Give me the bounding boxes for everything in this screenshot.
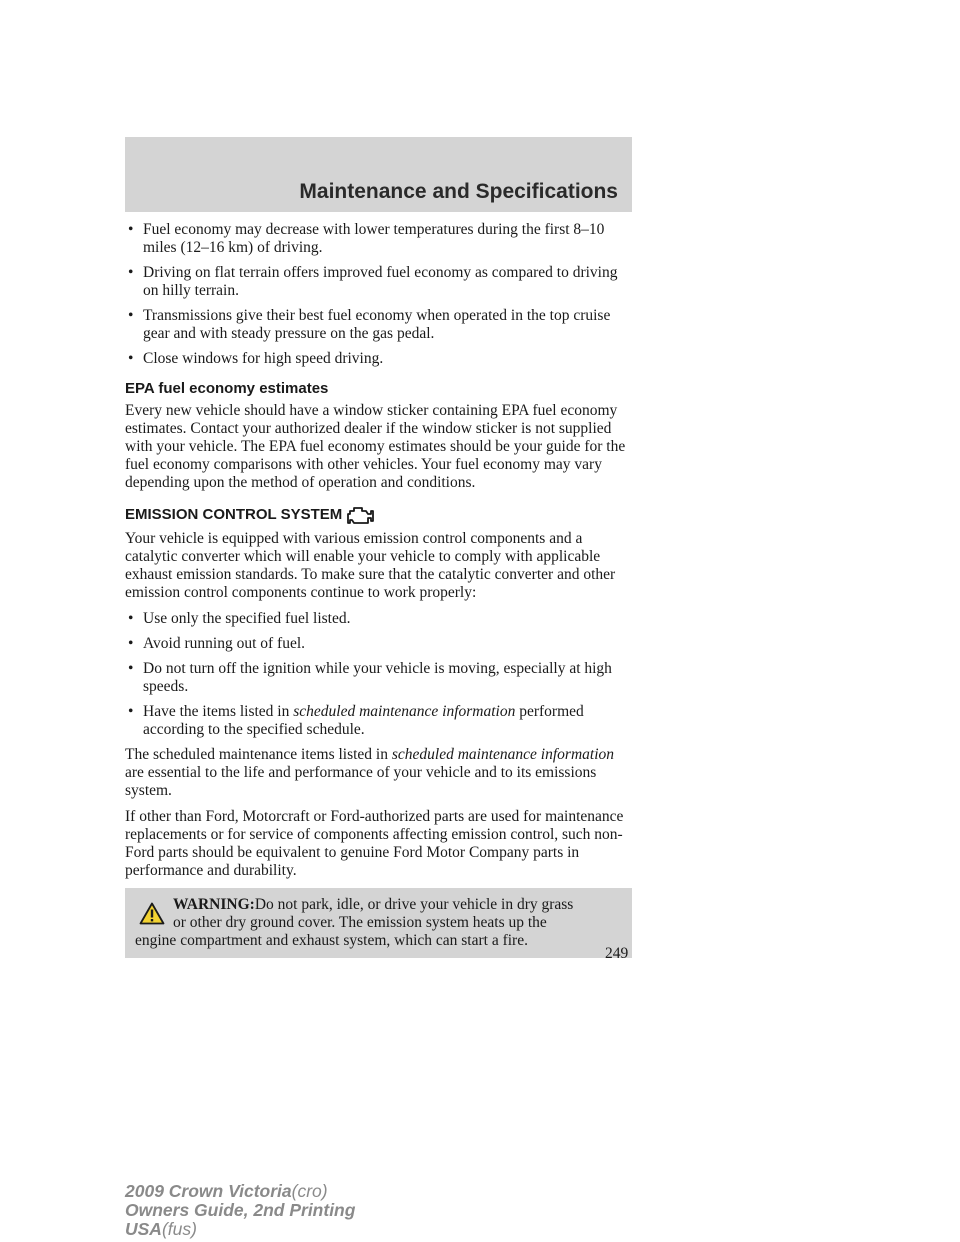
warning-line-3: engine compartment and exhaust system, which can start a fire.	[135, 932, 528, 949]
section-title: Maintenance and Specifications	[299, 180, 618, 203]
page-content	[125, 221, 632, 958]
footer-market-code: (fus)	[161, 1219, 197, 1239]
bullet-text: Driving on flat terrain offers improved fuel economy as compared to driving on hilly terrain.	[143, 264, 618, 299]
emission-intro: Your vehicle is equipped with various emission control components and a catalytic converter which will enable your vehicle to comply with applicable exhaust emission standards. To make sure that the catalytic converter and other emission control components continue to work properly:	[125, 530, 616, 601]
emission-heading	[125, 504, 632, 526]
list-item: • Fuel economy may decrease with lower temperatures during the first 8–10 miles (12–16 km) of driving.	[128, 221, 605, 256]
paragraph-text-part: The scheduled maintenance items listed in	[125, 746, 392, 763]
epa-heading-text: EPA fuel economy estimates	[125, 380, 329, 397]
footer-market: USA	[125, 1219, 162, 1239]
bullet-text-part: Have the items listed in	[143, 703, 294, 720]
footer-model-code: (cro)	[291, 1181, 328, 1201]
list-item: • Do not turn off the ignition while your vehicle is moving, especially at high speeds.	[128, 660, 612, 695]
cross-reference: scheduled maintenance information	[293, 703, 516, 720]
footer-line-1	[125, 1182, 355, 1201]
bullet-text: Avoid running out of fuel.	[143, 635, 306, 652]
bullet-text: Do not turn off the ignition while your vehicle is moving, especially at high speeds.	[143, 660, 612, 695]
warning-triangle-icon	[139, 902, 165, 925]
cross-reference: scheduled maintenance information	[391, 746, 614, 763]
footer-line-3	[125, 1220, 355, 1239]
warning-label: WARNING:	[173, 896, 255, 913]
bullet-text	[143, 703, 584, 738]
bullet-text-part: performed according to the specified schedule.	[143, 703, 584, 738]
list-item: • Have the items listed in scheduled maintenance information performed according to the specified schedule.	[128, 703, 584, 738]
list-item: • Driving on flat terrain offers improved fuel economy as compared to driving on hilly terrain.	[128, 264, 618, 299]
bullet-text: Close windows for high speed driving.	[143, 350, 384, 367]
engine-icon	[344, 504, 374, 526]
section-header-band	[125, 137, 632, 212]
list-item: • Avoid running out of fuel.	[128, 635, 306, 652]
emission-paragraph-3: If other than Ford, Motorcraft or Ford-authorized parts are used for maintenance replacements or for service of components affecting emission control, such non-Ford parts should be equivalent to genuine Ford Motor Company parts in performance and durability.	[125, 808, 624, 879]
warning-text: Do not park, idle, or drive your vehicle in dry grass	[254, 896, 574, 913]
document-footer	[125, 1182, 355, 1239]
warning-line-2: or other dry ground cover. The emission system heats up the	[173, 914, 547, 931]
epa-paragraph: Every new vehicle should have a window sticker containing EPA fuel economy estimates. Contact your authorized dealer if the window sticker is not supplied with your vehicle. The EPA fuel economy estimates should be your guide for the fuel economy comparisons with other vehicles. Your fuel economy may vary depending upon the method of operation and conditions.	[125, 402, 626, 491]
warning-line-1	[135, 896, 622, 914]
paragraph-text-part: are essential to the life and performance of your vehicle and to its emissions system.	[125, 764, 597, 799]
list-item: • Use only the specified fuel listed.	[128, 610, 351, 627]
bullet-text: Transmissions give their best fuel economy when operated in the top cruise gear and with steady pressure on the gas pedal.	[143, 307, 611, 342]
page-number: 249	[605, 945, 629, 962]
bullet-text: Fuel economy may decrease with lower temperatures during the first 8–10 miles (12–16 km) of driving.	[143, 221, 605, 256]
emission-heading-text: EMISSION CONTROL SYSTEM	[125, 506, 343, 523]
emission-paragraph-2	[125, 746, 632, 800]
epa-heading	[125, 380, 632, 398]
list-item: • Transmissions give their best fuel economy when operated in the top cruise gear and with steady pressure on the gas pedal.	[128, 307, 611, 342]
footer-model: 2009 Crown Victoria	[125, 1181, 292, 1201]
warning-box	[125, 888, 632, 958]
list-item: • Close windows for high speed driving.	[128, 350, 384, 367]
footer-line-2: Owners Guide, 2nd Printing	[125, 1200, 356, 1220]
bullet-text: Use only the specified fuel listed.	[143, 610, 351, 627]
